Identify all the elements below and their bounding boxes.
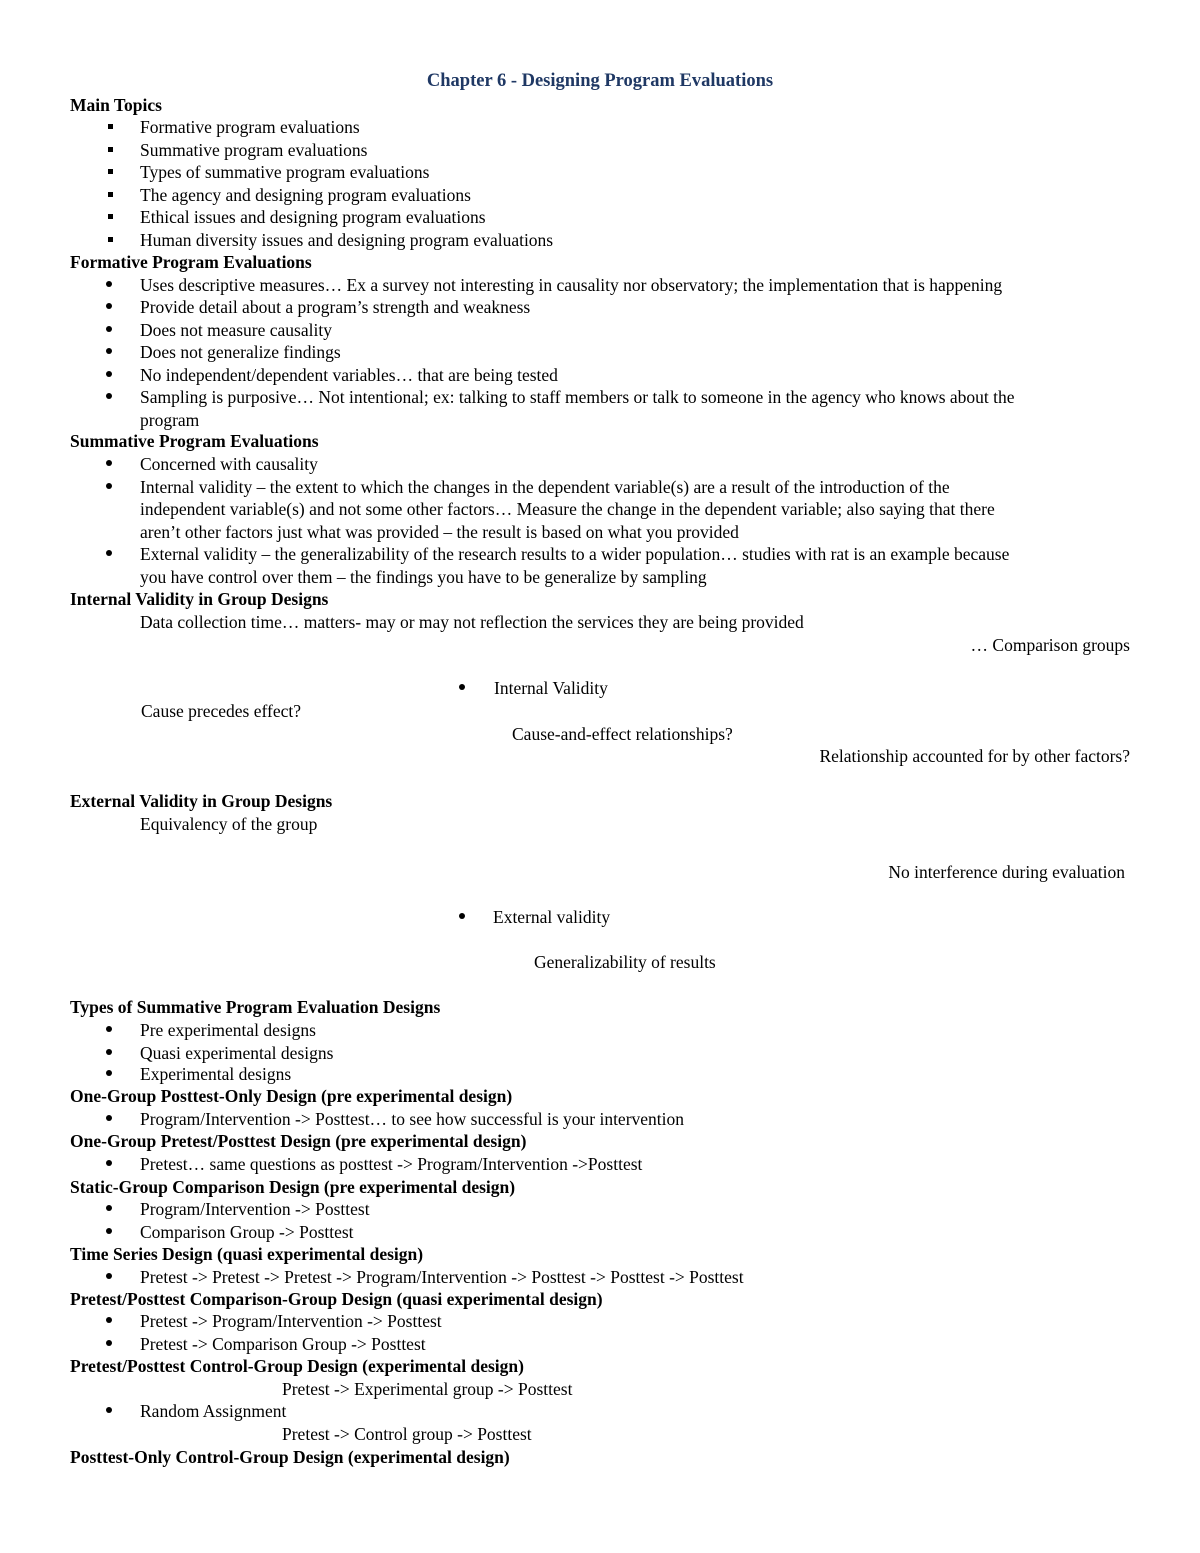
bullet-icon xyxy=(106,348,112,354)
list-item: Program/Intervention -> Posttest xyxy=(140,1199,370,1219)
list-item: Comparison Group -> Posttest xyxy=(140,1222,354,1242)
types-heading: Types of Summative Program Evaluation Designs xyxy=(70,997,441,1017)
list-item: Human diversity issues and designing program evaluations xyxy=(140,230,554,250)
bullet-icon xyxy=(106,1160,112,1166)
list-item: Quasi experimental designs xyxy=(140,1043,334,1063)
list-item: Internal validity – the extent to which the changes in the dependent variable(s) are a result of the introduction of the xyxy=(140,477,950,497)
square-bullet-icon xyxy=(108,192,113,197)
square-bullet-icon xyxy=(108,169,113,174)
generalizability-text: Generalizability of results xyxy=(534,952,716,972)
control-group-text: Pretest -> Control group -> Posttest xyxy=(282,1424,532,1444)
list-item: Provide detail about a program’s strength and weakness xyxy=(140,297,531,317)
list-item: No independent/dependent variables… that are being tested xyxy=(140,365,558,385)
list-item: Does not generalize findings xyxy=(140,342,341,362)
list-item: Ethical issues and designing program evaluations xyxy=(140,207,486,227)
summative-heading: Summative Program Evaluations xyxy=(70,431,319,451)
list-item: Program/Intervention -> Posttest… to see how successful is your intervention xyxy=(140,1109,685,1129)
bullet-icon xyxy=(106,1340,112,1346)
list-item: Pretest -> Program/Intervention -> Posttest xyxy=(140,1311,442,1331)
formative-heading: Formative Program Evaluations xyxy=(70,252,312,272)
cause-precedes-text: Cause precedes effect? xyxy=(141,701,301,721)
list-item: The agency and designing program evaluations xyxy=(140,185,471,205)
bullet-icon xyxy=(106,550,112,556)
list-item-continuation: you have control over them – the findings you have to be generalize by sampling xyxy=(140,567,707,587)
pretest-comparison-heading: Pretest/Posttest Comparison-Group Design (quasi experimental design) xyxy=(70,1289,603,1309)
bullet-icon xyxy=(106,1228,112,1234)
list-item: Sampling is purposive… Not intentional; ex: talking to staff members or talk to someone in the agency who knows about the xyxy=(140,387,1015,407)
bullet-icon xyxy=(106,1115,112,1121)
list-item: Pretest -> Pretest -> Pretest -> Program/Intervention -> Posttest -> Posttest -> Posttest xyxy=(140,1267,744,1287)
static-group-heading: Static-Group Comparison Design (pre experimental design) xyxy=(70,1177,516,1197)
bullet-icon xyxy=(106,483,112,489)
square-bullet-icon xyxy=(108,237,113,242)
bullet-icon xyxy=(106,281,112,287)
experimental-group-text: Pretest -> Experimental group -> Posttest xyxy=(282,1379,573,1399)
internal-validity-heading: Internal Validity in Group Designs xyxy=(70,589,329,609)
main-topics-heading: Main Topics xyxy=(70,95,162,115)
list-item-continuation: independent variable(s) and not some other factors… Measure the change in the dependent variable; also saying that there xyxy=(140,499,995,519)
list-item: Types of summative program evaluations xyxy=(140,162,430,182)
list-item: Pretest -> Comparison Group -> Posttest xyxy=(140,1334,426,1354)
list-item: Does not measure causality xyxy=(140,320,332,340)
bullet-icon xyxy=(106,393,112,399)
bullet-icon xyxy=(106,1049,112,1055)
square-bullet-icon xyxy=(108,214,113,219)
time-series-heading: Time Series Design (quasi experimental design) xyxy=(70,1244,424,1264)
data-collection-text: Data collection time… matters- may or may not reflection the services they are being provided xyxy=(140,612,804,632)
bullet-icon xyxy=(106,303,112,309)
external-validity-heading: External Validity in Group Designs xyxy=(70,791,333,811)
pretest-control-heading: Pretest/Posttest Control-Group Design (experimental design) xyxy=(70,1356,524,1376)
list-item: Summative program evaluations xyxy=(140,140,368,160)
bullet-icon xyxy=(106,1407,112,1413)
no-interference-text: No interference during evaluation xyxy=(888,862,1125,882)
list-item: Formative program evaluations xyxy=(140,117,360,137)
other-factors-text: Relationship accounted for by other factors? xyxy=(819,746,1130,766)
list-item: Pre experimental designs xyxy=(140,1020,316,1040)
list-item: Uses descriptive measures… Ex a survey not interesting in causality nor observatory; the implementation that is happening xyxy=(140,275,1003,295)
posttest-control-heading: Posttest-Only Control-Group Design (experimental design) xyxy=(70,1447,510,1467)
list-item-continuation: aren’t other factors just what was provided – the result is based on what you provided xyxy=(140,522,739,542)
one-group-pretest-heading: One-Group Pretest/Posttest Design (pre experimental design) xyxy=(70,1131,527,1151)
bullet-icon xyxy=(106,1273,112,1279)
list-item: Experimental designs xyxy=(140,1064,292,1084)
bullet-icon xyxy=(106,1070,112,1076)
bullet-icon xyxy=(106,371,112,377)
equivalency-text: Equivalency of the group xyxy=(140,814,318,834)
bullet-icon xyxy=(106,1026,112,1032)
list-item: Pretest… same questions as posttest -> Program/Intervention ->Posttest xyxy=(140,1154,643,1174)
page-title: Chapter 6 - Designing Program Evaluations xyxy=(426,71,774,91)
list-item-continuation: program xyxy=(140,410,200,430)
list-item: External validity – the generalizability of the research results to a wider population… studies with rat is an example because xyxy=(140,544,1010,564)
square-bullet-icon xyxy=(108,147,113,152)
bullet-icon xyxy=(106,326,112,332)
bullet-icon xyxy=(459,913,465,919)
external-validity-center: External validity xyxy=(493,907,611,927)
bullet-icon xyxy=(459,684,465,690)
list-item: Concerned with causality xyxy=(140,454,318,474)
list-item: Random Assignment xyxy=(140,1401,287,1421)
comparison-groups-text: … Comparison groups xyxy=(970,635,1130,655)
cause-effect-text: Cause-and-effect relationships? xyxy=(512,724,733,744)
bullet-icon xyxy=(106,1317,112,1323)
bullet-icon xyxy=(106,460,112,466)
internal-validity-center: Internal Validity xyxy=(494,678,608,698)
square-bullet-icon xyxy=(108,124,113,129)
bullet-icon xyxy=(106,1205,112,1211)
one-group-posttest-heading: One-Group Posttest-Only Design (pre experimental design) xyxy=(70,1086,513,1106)
